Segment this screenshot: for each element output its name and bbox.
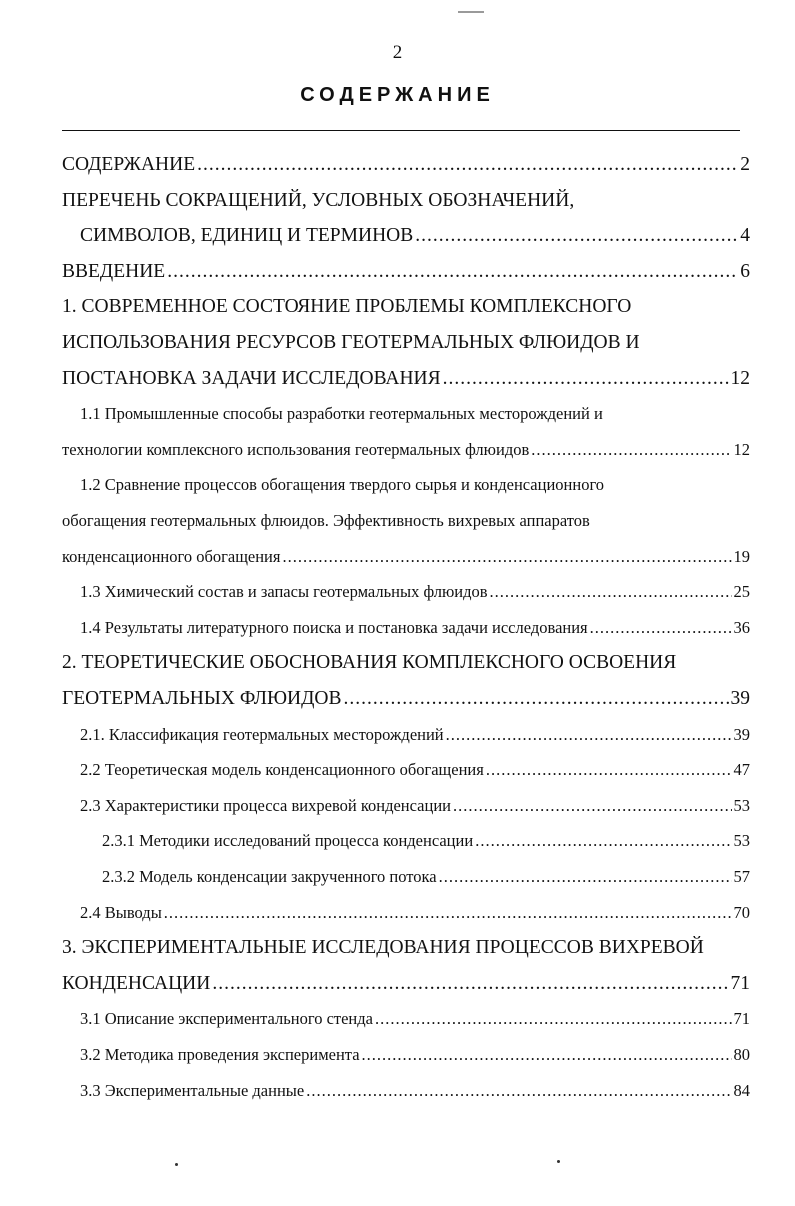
- toc-entry-text: ВВЕДЕНИЕ: [62, 260, 166, 282]
- toc-page-number: 6: [740, 260, 750, 282]
- toc-page-number: 47: [733, 760, 750, 780]
- toc-leader-dots: [486, 752, 732, 788]
- toc-line: [62, 539, 750, 575]
- toc-leader-dots: [439, 859, 732, 895]
- toc-page-number: 25: [733, 582, 750, 602]
- toc-line: [80, 752, 750, 788]
- toc-entry-text: СИМВОЛОВ, ЕДИНИЦ И ТЕРМИНОВ: [80, 225, 414, 247]
- toc-line: [80, 1001, 750, 1037]
- toc-entry-text: 3.1 Описание экспериментального стенда: [80, 1009, 373, 1029]
- toc-page-number: 36: [733, 617, 750, 637]
- toc-line: [80, 218, 750, 254]
- toc-line: [80, 717, 750, 753]
- toc-page-number: 2: [740, 154, 750, 175]
- toc-entry-text: ИСПОЛЬЗОВАНИЯ РЕСУРСОВ ГЕОТЕРМАЛЬНЫХ ФЛЮИДОВ И: [62, 332, 640, 353]
- toc-entry-text: ПОСТАНОВКА ЗАДАЧИ ИССЛЕДОВАНИЯ: [62, 367, 441, 389]
- toc-page-number: 57: [733, 867, 750, 886]
- toc-entry-text: 1.3 Химический состав и запасы геотермальных флюидов: [80, 582, 488, 602]
- toc-line: [62, 183, 750, 219]
- toc-leader-dots: [197, 147, 738, 183]
- toc-line: [62, 289, 750, 325]
- toc-line: [80, 1073, 750, 1109]
- toc-page-number: 19: [733, 546, 750, 566]
- toc-leader-dots: [362, 1037, 732, 1073]
- scan-speck: [557, 1160, 560, 1163]
- toc-entry-text: ГЕОТЕРМАЛЬНЫХ ФЛЮИДОВ: [62, 688, 342, 709]
- toc-entry-text: 2.2 Теоретическая модель конденсационного обогащения: [80, 760, 484, 780]
- toc-entry-text: 3.2 Методика проведения эксперимента: [80, 1045, 360, 1064]
- toc-leader-dots: [443, 361, 729, 397]
- toc-leader-dots: [375, 1001, 732, 1037]
- toc-leader-dots: [446, 717, 732, 753]
- toc-line: [80, 895, 750, 931]
- toc-leader-dots: [453, 788, 732, 824]
- toc-page-number: 39: [733, 724, 750, 744]
- toc-page-number: 53: [733, 831, 750, 851]
- toc-line: [62, 254, 750, 290]
- toc-leader-dots: [415, 218, 738, 254]
- toc-leader-dots: [306, 1073, 731, 1109]
- toc-leader-dots: [167, 254, 738, 290]
- toc-entry-text: 1. СОВРЕМЕННОЕ СОСТОЯНИЕ ПРОБЛЕМЫ КОМПЛЕКСНОГО: [62, 296, 632, 318]
- scan-mark: [458, 11, 484, 13]
- toc-entry-text: СОДЕРЖАНИЕ: [62, 154, 196, 175]
- toc-page-number: 71: [733, 1009, 750, 1029]
- toc-entry-text: 2.1. Классификация геотермальных месторождений: [80, 724, 444, 744]
- toc-leader-dots: [212, 966, 728, 1002]
- toc-line: [62, 930, 750, 966]
- toc-line: [80, 467, 750, 503]
- toc-line: [80, 396, 750, 432]
- toc-entry-text: КОНДЕНСАЦИИ: [62, 972, 211, 994]
- toc-leader-dots: [590, 610, 732, 646]
- page-title: СОДЕРЖАНИЕ: [300, 84, 495, 106]
- toc-entry-text: 2.3 Характеристики процесса вихревой конденсации: [80, 795, 451, 815]
- toc-leader-dots: [531, 432, 731, 468]
- scan-speck: [175, 1163, 178, 1166]
- toc-page-number: 4: [740, 225, 750, 247]
- toc-line: [62, 325, 750, 361]
- toc-leader-dots: [282, 539, 731, 575]
- toc-line: [80, 788, 750, 824]
- toc-line: [62, 645, 750, 681]
- toc-entry-text: 1.4 Результаты литературного поиска и постановка задачи исследования: [80, 617, 588, 637]
- toc-page-number: 71: [730, 972, 750, 994]
- toc-leader-dots: [475, 823, 731, 859]
- toc-entry-text: ПЕРЕЧЕНЬ СОКРАЩЕНИЙ, УСЛОВНЫХ ОБОЗНАЧЕНИЙ,: [62, 189, 575, 211]
- toc-leader-dots: [344, 681, 729, 717]
- toc-page-number: 12: [730, 367, 750, 389]
- toc-line: [62, 503, 750, 539]
- toc-line: [62, 361, 750, 397]
- toc-page-number: 80: [733, 1045, 750, 1064]
- toc-leader-dots: [490, 574, 732, 610]
- toc-line: [102, 859, 750, 895]
- toc-line: [80, 1037, 750, 1073]
- toc-line: [80, 610, 750, 646]
- toc-page-number: 53: [733, 795, 750, 815]
- toc-line: [62, 966, 750, 1002]
- toc-entry-text: 2. ТЕОРЕТИЧЕСКИЕ ОБОСНОВАНИЯ КОМПЛЕКСНОГО ОСВОЕНИЯ: [62, 652, 677, 674]
- toc-entry-text: конденсационного обогащения: [62, 546, 281, 566]
- toc-line: [62, 147, 750, 183]
- toc-entry-text: 1.1 Промышленные способы разработки геотермальных месторождений и: [80, 404, 603, 424]
- toc-line: [80, 574, 750, 610]
- toc-entry-text: 3.3 Экспериментальные данные: [80, 1080, 305, 1100]
- toc-page-number: 12: [733, 439, 750, 459]
- toc-line: [62, 681, 750, 717]
- toc-entry-text: 2.3.2 Модель конденсации закрученного потока: [102, 867, 437, 886]
- title-divider: [62, 130, 740, 131]
- toc-page-number: 84: [733, 1080, 750, 1100]
- toc-line: [102, 823, 750, 859]
- toc-line: [62, 432, 750, 468]
- toc-entry-text: 2.4 Выводы: [80, 902, 162, 922]
- toc-entry-text: 1.2 Сравнение процессов обогащения твердого сырья и конденсационного: [80, 475, 605, 495]
- toc-page-number: 70: [733, 902, 750, 922]
- toc-entry-text: обогащения геотермальных флюидов. Эффективность вихревых аппаратов: [62, 511, 590, 530]
- toc-entry-text: 3. ЭКСПЕРИМЕНТАЛЬНЫЕ ИССЛЕДОВАНИЯ ПРОЦЕССОВ ВИХРЕВОЙ: [62, 937, 704, 959]
- toc-leader-dots: [164, 895, 732, 931]
- page-number: 2: [392, 42, 403, 63]
- toc-entry-text: 2.3.1 Методики исследований процесса конденсации: [102, 831, 474, 851]
- toc-entry-text: технологии комплексного использования геотермальных флюидов: [62, 439, 530, 459]
- toc-page-number: 39: [730, 688, 750, 709]
